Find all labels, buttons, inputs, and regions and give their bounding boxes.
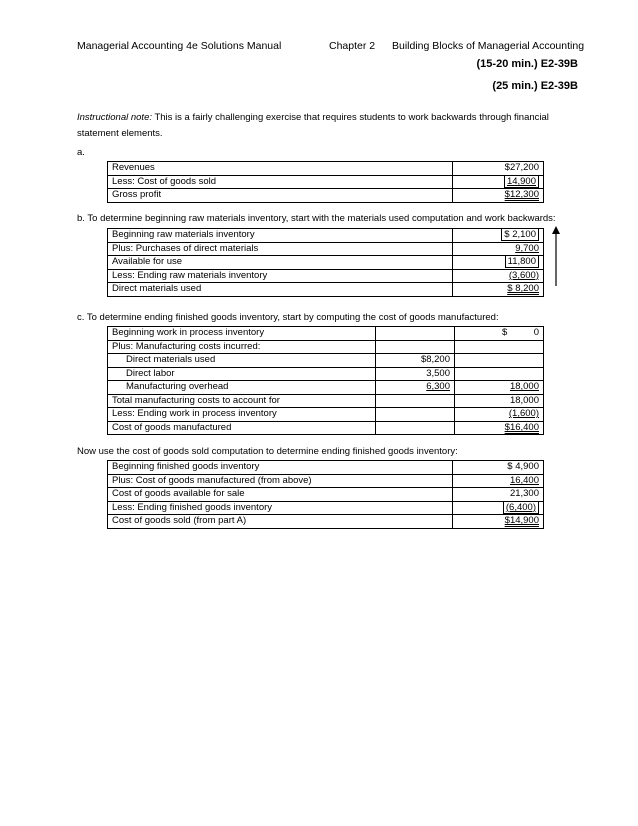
table-row [108,175,544,189]
row-value: 21,300 [453,488,544,502]
row-value-cell [453,256,544,270]
row-label: Direct materials used [108,283,453,297]
row-mid [376,340,455,354]
row-label: Cost of goods sold (from part A) [108,515,453,529]
row-value: 9,700 [453,242,544,256]
header-chapter: Chapter 2 [329,40,376,52]
row-value: (1,600) [455,408,544,422]
table-row [108,229,544,243]
part-d-table [107,460,544,529]
table-row [108,162,544,176]
table-row [108,283,544,297]
row-value [455,367,544,381]
row-label: Beginning finished goods inventory [108,461,453,475]
part-c-table [107,326,544,435]
row-value-cell [453,501,544,515]
row-value: 16,400 [453,474,544,488]
row-value: $12,300 [453,189,544,203]
table-row [108,461,544,475]
row-value: $27,200 [453,162,544,176]
row-label: Beginning work in process inventory [108,327,376,341]
row-mid: 3,500 [376,367,455,381]
row-label: Less: Ending work in process inventory [108,408,376,422]
row-mid [376,327,455,341]
row-label: Cost of goods manufactured [108,421,376,435]
row-mid [376,394,455,408]
row-value-cell [453,175,544,189]
work-backwards-arrow-icon [548,226,564,288]
row-label: Plus: Purchases of direct materials [108,242,453,256]
table-row [108,189,544,203]
row-value: 14,900 [504,175,539,188]
row-mid: $8,200 [376,354,455,368]
row-label: Less: Ending raw materials inventory [108,269,453,283]
row-value: (6,400) [503,501,539,514]
table-row [108,501,544,515]
table-row [108,408,544,422]
row-value: 18,000 [455,394,544,408]
row-label: Beginning raw materials inventory [108,229,453,243]
row-value: $ 8,200 [453,283,544,297]
row-label: Less: Cost of goods sold [108,175,453,189]
table-row [108,394,544,408]
row-value [455,340,544,354]
row-value: 11,800 [505,255,539,268]
table-row [108,242,544,256]
table-row [108,256,544,270]
table-row [108,381,544,395]
row-value: $ 2,100 [501,228,539,241]
row-value: $16,400 [455,421,544,435]
row-value [455,354,544,368]
instructional-note-label: Instructional note: [77,112,152,123]
instructional-note [77,110,577,142]
row-label: Revenues [108,162,453,176]
row-label: Less: Ending finished goods inventory [108,501,453,515]
row-label: Cost of goods available for sale [108,488,453,502]
exercise-label-1: (15-20 min.) E2-39B [476,58,578,70]
table-row [108,515,544,529]
row-value: $14,900 [453,515,544,529]
table-row [108,488,544,502]
row-label: Gross profit [108,189,453,203]
instructional-note-text: This is a fairly challenging exercise that requires students to work backwards through financial statement elements. [77,112,549,139]
part-c-intro: c. To determine ending finished goods inventory, start by computing the cost of goods manufactured: [77,312,499,323]
row-label: Available for use [108,256,453,270]
part-b-intro: b. To determine beginning raw materials inventory, start with the materials used computation and work backwards: [77,213,556,224]
row-label: Plus: Manufacturing costs incurred: [108,340,376,354]
row-value: (3,600) [453,269,544,283]
row-label: Direct materials used [108,354,376,368]
row-value: $ 4,900 [453,461,544,475]
row-value: $ 0 [455,327,544,341]
row-mid: 6,300 [376,381,455,395]
row-value: 18,000 [455,381,544,395]
row-label: Plus: Cost of goods manufactured (from above) [108,474,453,488]
table-row [108,474,544,488]
header-chapter-title: Building Blocks of Managerial Accounting [392,40,585,52]
row-mid [376,421,455,435]
part-b-table [107,228,544,297]
table-row [108,327,544,341]
table-row [108,367,544,381]
table-row [108,269,544,283]
row-value-cell [453,229,544,243]
table-row [108,421,544,435]
table-row [108,354,544,368]
table-row [108,340,544,354]
part-a-label: a. [77,147,85,158]
row-label: Manufacturing overhead [108,381,376,395]
exercise-label-2: (25 min.) E2-39B [492,80,578,92]
part-d-intro: Now use the cost of goods sold computation to determine ending finished goods inventory: [77,446,458,457]
header-manual-title: Managerial Accounting 4e Solutions Manual [77,40,282,52]
part-a-table [107,161,544,203]
row-label: Total manufacturing costs to account for [108,394,376,408]
row-label: Direct labor [108,367,376,381]
row-mid [376,408,455,422]
